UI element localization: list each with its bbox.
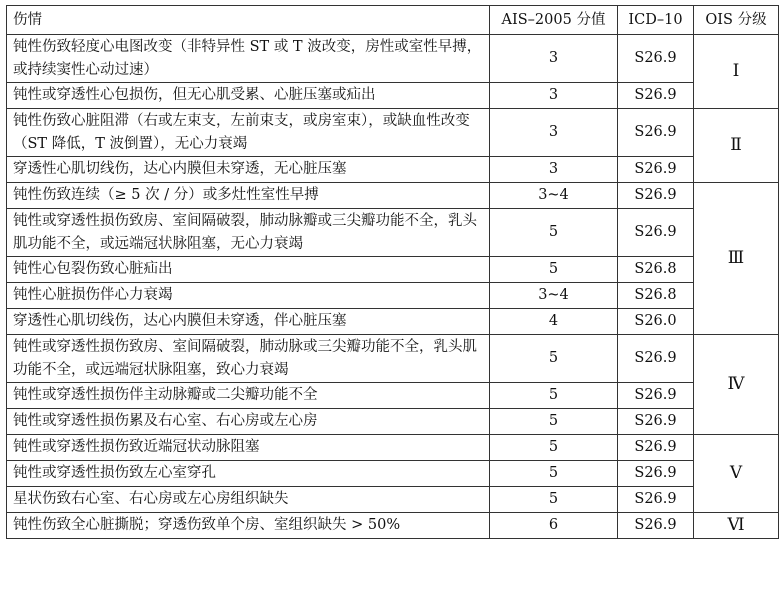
ais-cell: 3: [490, 109, 618, 157]
table-row: [7, 35, 779, 83]
icd-cell: S26.9: [618, 335, 694, 383]
injury-cell: 钝性或穿透性损伤致房、室间隔破裂，肺动脉瓣或三尖瓣功能不全，乳头肌功能不全，或远端冠状脉阻塞，无心力衰竭: [7, 209, 490, 257]
icd-cell: S26.0: [618, 309, 694, 335]
ais-cell: 3~4: [490, 283, 618, 309]
ais-cell: 5: [490, 257, 618, 283]
table-row: [7, 209, 779, 257]
ois-grade-cell: Ⅵ: [694, 513, 779, 539]
injury-scale-table: [6, 5, 779, 539]
icd-cell: S26.8: [618, 257, 694, 283]
table-row: [7, 435, 779, 461]
injury-cell: 钝性或穿透性损伤致左心室穿孔: [7, 461, 490, 487]
injury-cell: 钝性伤致全心脏撕脱；穿透伤致单个房、室组织缺失 > 50%: [7, 513, 490, 539]
ais-cell: 3~4: [490, 183, 618, 209]
injury-cell: 钝性伤致连续（≥ 5 次 / 分）或多灶性室性早搏: [7, 183, 490, 209]
injury-cell: 钝性伤致轻度心电图改变（非特异性 ST 或 T 波改变，房性或室性早搏，或持续窦性心动过速）: [7, 35, 490, 83]
ois-grade-cell: Ⅰ: [694, 35, 779, 109]
injury-cell: 钝性伤致心脏阻滞（右或左束支，左前束支，或房室束），或缺血性改变（ST 降低，T 波倒置），无心力衰竭: [7, 109, 490, 157]
icd-cell: S26.9: [618, 383, 694, 409]
ais-cell: 5: [490, 487, 618, 513]
table-row: [7, 83, 779, 109]
table-row: [7, 409, 779, 435]
table-row: [7, 487, 779, 513]
icd-cell: S26.9: [618, 183, 694, 209]
ais-cell: 3: [490, 35, 618, 83]
header-ois: OIS 分级: [694, 6, 779, 35]
injury-cell: 钝性或穿透性损伤累及右心室、右心房或左心房: [7, 409, 490, 435]
ais-cell: 5: [490, 335, 618, 383]
ais-cell: 5: [490, 209, 618, 257]
injury-cell: 钝性或穿透性损伤致房、室间隔破裂，肺动脉或三尖瓣功能不全，乳头肌功能不全，或远端冠状脉阻塞，致心力衰竭: [7, 335, 490, 383]
table-row: [7, 109, 779, 157]
header-row: [7, 6, 779, 35]
injury-cell: 钝性或穿透性损伤伴主动脉瓣或二尖瓣功能不全: [7, 383, 490, 409]
injury-cell: 钝性心包裂伤致心脏疝出: [7, 257, 490, 283]
icd-cell: S26.9: [618, 209, 694, 257]
icd-cell: S26.9: [618, 157, 694, 183]
table-row: [7, 257, 779, 283]
icd-cell: S26.9: [618, 83, 694, 109]
injury-cell: 钝性或穿透性损伤致近端冠状动脉阻塞: [7, 435, 490, 461]
icd-cell: S26.9: [618, 35, 694, 83]
ais-cell: 5: [490, 461, 618, 487]
table-row: [7, 383, 779, 409]
ais-cell: 5: [490, 435, 618, 461]
injury-cell: 钝性或穿透性心包损伤，但无心肌受累、心脏压塞或疝出: [7, 83, 490, 109]
table-row: [7, 513, 779, 539]
injury-cell: 穿透性心肌切线伤，达心内膜但未穿透，无心脏压塞: [7, 157, 490, 183]
icd-cell: S26.9: [618, 461, 694, 487]
header-ais: AIS–2005 分值: [490, 6, 618, 35]
injury-cell: 穿透性心肌切线伤，达心内膜但未穿透，伴心脏压塞: [7, 309, 490, 335]
ais-cell: 4: [490, 309, 618, 335]
table-row: [7, 335, 779, 383]
table-row: [7, 157, 779, 183]
ais-cell: 6: [490, 513, 618, 539]
injury-cell: 钝性心脏损伤伴心力衰竭: [7, 283, 490, 309]
ois-grade-cell: Ⅱ: [694, 109, 779, 183]
header-injury: 伤情: [7, 6, 490, 35]
icd-cell: S26.9: [618, 513, 694, 539]
table-row: [7, 309, 779, 335]
table-row: [7, 283, 779, 309]
icd-cell: S26.9: [618, 435, 694, 461]
table-row: [7, 461, 779, 487]
icd-cell: S26.8: [618, 283, 694, 309]
icd-cell: S26.9: [618, 487, 694, 513]
injury-cell: 星状伤致右心室、右心房或左心房组织缺失: [7, 487, 490, 513]
ois-grade-cell: Ⅳ: [694, 335, 779, 435]
ais-cell: 3: [490, 83, 618, 109]
ois-grade-cell: Ⅲ: [694, 183, 779, 335]
icd-cell: S26.9: [618, 109, 694, 157]
header-icd: ICD–10: [618, 6, 694, 35]
ais-cell: 5: [490, 383, 618, 409]
ais-cell: 5: [490, 409, 618, 435]
ais-cell: 3: [490, 157, 618, 183]
icd-cell: S26.9: [618, 409, 694, 435]
table-row: [7, 183, 779, 209]
ois-grade-cell: Ⅴ: [694, 435, 779, 513]
